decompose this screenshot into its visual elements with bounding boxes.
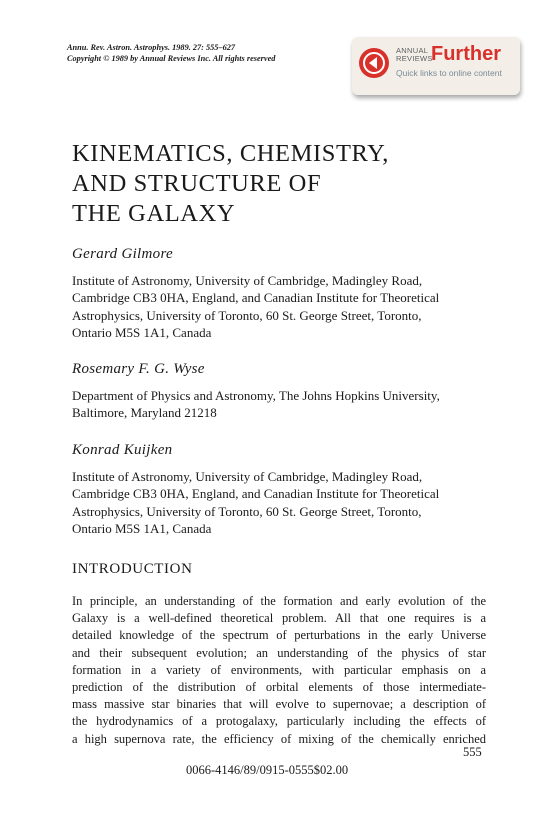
left-arrow-icon	[359, 48, 389, 78]
affiliation-line: Department of Physics and Astronomy, The Johns Hopkins University,	[72, 388, 440, 403]
section-heading: INTRODUCTION	[72, 561, 193, 577]
paragraph-line: formation in a variety of environments, with particular emphasis on a	[72, 662, 486, 677]
badge-brand	[396, 47, 433, 63]
author-name: Konrad Kuijken	[72, 442, 173, 458]
author-name: Gerard Gilmore	[72, 246, 173, 262]
paragraph-line: mass massive star binaries that will evolve to supernovae; a description of	[72, 697, 486, 712]
paragraph-line: In principle, an understanding of the formation and early evolution of the	[72, 594, 486, 608]
affiliation-line: Institute of Astronomy, University of Cambridge, Madingley Road,	[72, 273, 423, 288]
introduction-paragraph	[72, 593, 486, 748]
author-affiliation	[72, 468, 439, 537]
affiliation-line: Ontario M5S 1A1, Canada	[72, 520, 212, 536]
author-affiliation	[72, 387, 440, 422]
title-line: KINEMATICS, CHEMISTRY,	[72, 140, 389, 167]
article-code: 0066-4146/89/0915-0555$02.00	[186, 763, 349, 777]
title-line: THE GALAXY	[72, 200, 236, 227]
author-name: Rosemary F. G. Wyse	[72, 361, 205, 377]
paragraph-line: Galaxy is a well-defined theoretical problem. All that one requires is a	[72, 611, 486, 626]
journal-citation: Annu. Rev. Astron. Astrophys. 1989. 27: 555–627	[67, 43, 236, 52]
affiliation-line: Cambridge CB3 0HA, England, and Canadian Institute for Theoretical	[72, 486, 440, 502]
affiliation-line: Astrophysics, University of Toronto, 60 St. George Street, Toronto,	[72, 307, 422, 323]
paragraph-line: detailed knowledge of the spectrum of perturbations in the early Universe	[72, 628, 486, 643]
title-line: AND STRUCTURE OF	[72, 170, 322, 197]
badge-tagline: Quick links to online content	[396, 68, 502, 78]
affiliation-line: Institute of Astronomy, University of Cambridge, Madingley Road,	[72, 469, 423, 484]
article-title	[72, 139, 389, 229]
paragraph-line: a high supernova rate, the efficiency of mixing of the chemically enriched	[72, 731, 486, 746]
badge-further-label: Further	[431, 43, 501, 65]
paragraph-line: prediction of the distribution of orbital elements of those intermediate-	[72, 679, 486, 694]
annual-reviews-further-badge[interactable]	[352, 37, 520, 95]
affiliation-line: Cambridge CB3 0HA, England, and Canadian Institute for Theoretical	[72, 290, 440, 306]
page-number: 555	[463, 745, 482, 759]
paragraph-line: the hydrodynamics of a protogalaxy, particularly including the effects of	[72, 714, 486, 729]
badge-annual-label: ANNUAL	[396, 46, 429, 55]
affiliation-line: Baltimore, Maryland 21218	[72, 405, 217, 421]
paragraph-line: and their subsequent evolution; an understanding of the physics of star	[72, 645, 486, 660]
author-affiliation	[72, 272, 439, 341]
affiliation-line: Ontario M5S 1A1, Canada	[72, 324, 212, 340]
copyright-line: Copyright © 1989 by Annual Reviews Inc. All rights reserved	[67, 54, 276, 63]
badge-reviews-label: REVIEWS	[396, 54, 433, 63]
affiliation-line: Astrophysics, University of Toronto, 60 St. George Street, Toronto,	[72, 503, 422, 519]
